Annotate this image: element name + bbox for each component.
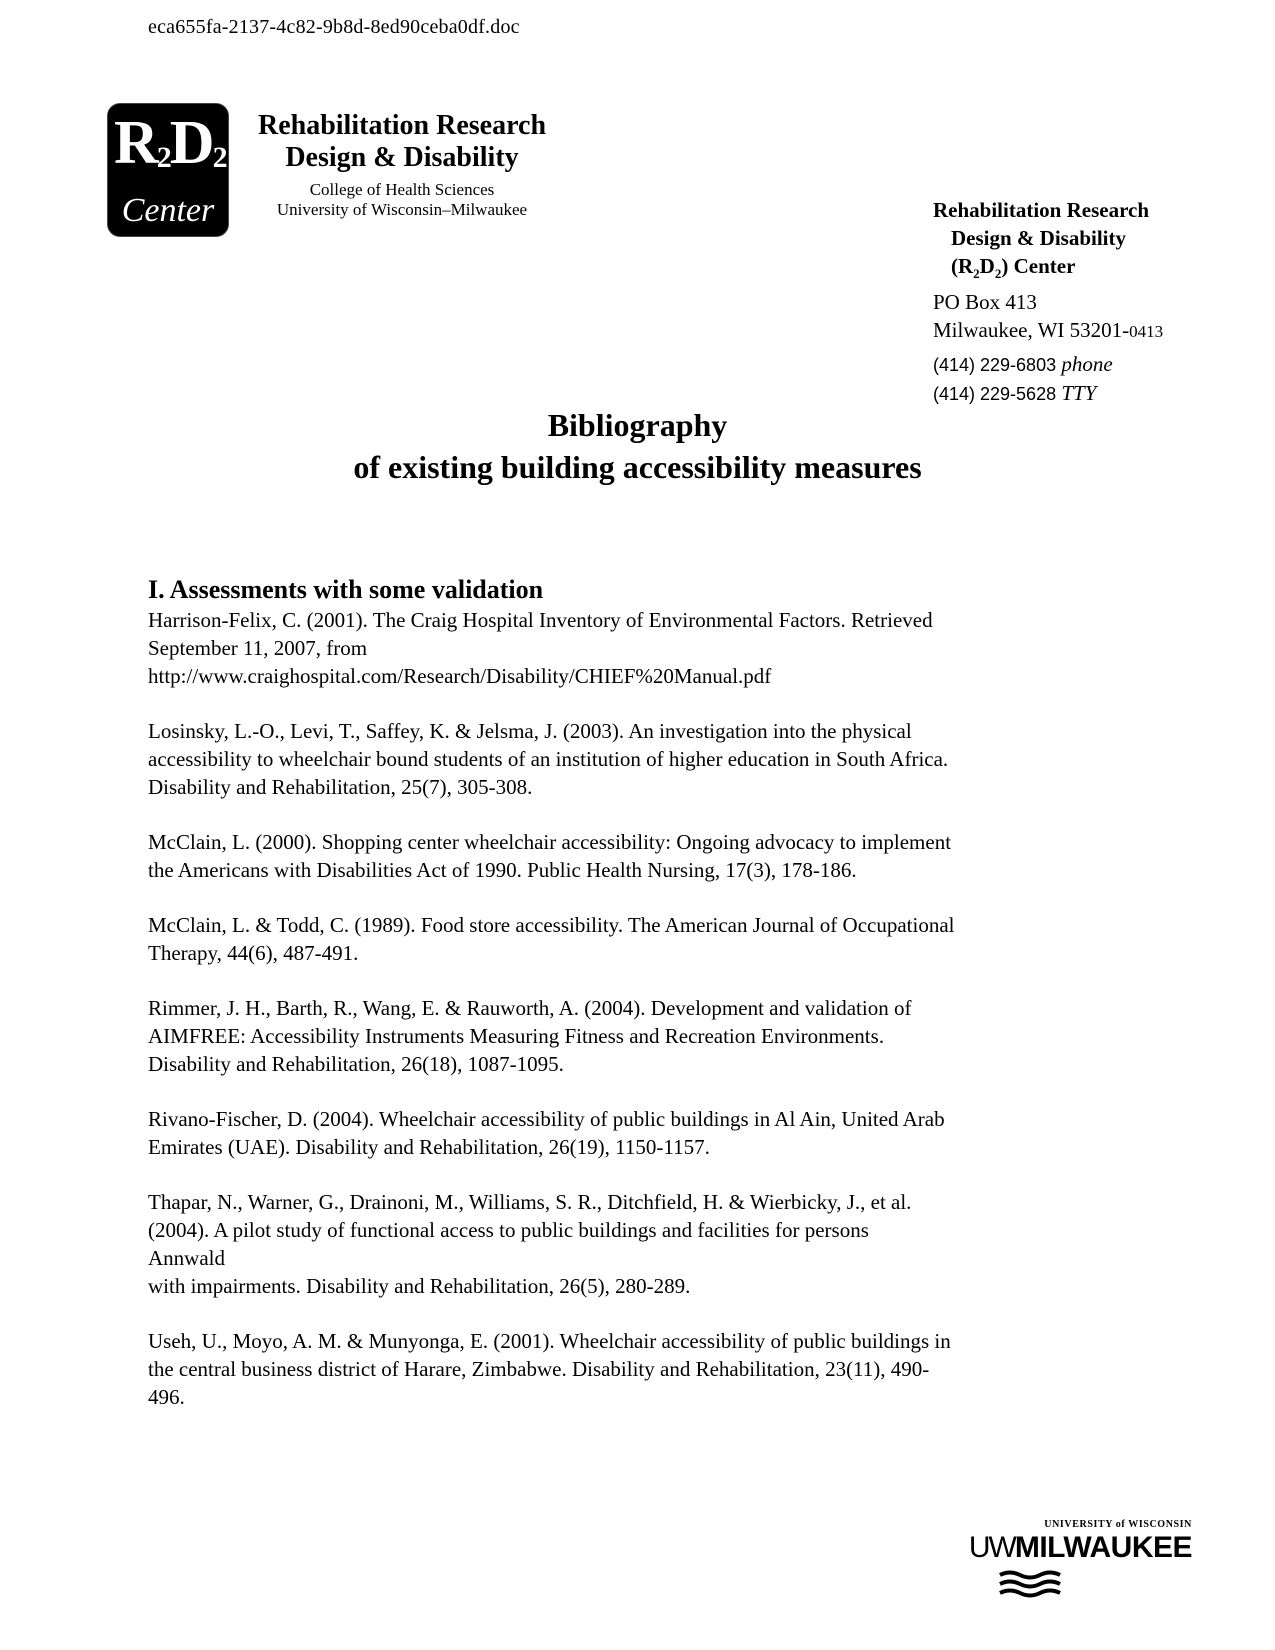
- logo-title-line1: Rehabilitation Research: [257, 110, 547, 141]
- address-org-line2: Design & Disability: [951, 226, 1127, 250]
- address-org-line3: $(R_2D_2)$ Center: [951, 254, 1076, 282]
- reference-entry: Rimmer, J. H., Barth, R., Wang, E. & Rauworth, A. (2004). Development and validation of AIMFREE: Accessibility Instruments Measuring Fitness and Recreation Environments. Disability and Rehabilitation, 26(18), 1087-1095.: [148, 996, 912, 1076]
- logo-university: University of Wisconsin–Milwaukee: [276, 200, 528, 219]
- logo-center-word: Center: [121, 192, 215, 229]
- address-city: Milwaukee, WI 53201-0413: [933, 318, 1164, 343]
- document-file-id: eca655fa-2137-4c82-9b8d-8ed90ceba0df.doc: [148, 16, 520, 38]
- uw-milwaukee-logo: [968, 1519, 1192, 1603]
- reference-entry: Useh, U., Moyo, A. M. & Munyonga, E. (2001). Wheelchair accessibility of public buildings in the central business district of Harare, Zimbabwe. Disability and Rehabilitation, 23(11), 490- 496.: [148, 1329, 951, 1409]
- uwm-university-line: UNIVERSITY of WISCONSIN: [1044, 1519, 1192, 1530]
- bibliography-section: [148, 574, 1128, 1438]
- section-heading: I. Assessments with some validation: [148, 575, 544, 604]
- uwm-waves-icon: [998, 1569, 1068, 1599]
- reference-entry: Losinsky, L.-O., Levi, T., Saffey, K. & Jelsma, J. (2003). An investigation into the physical accessibility to wheelchair bound students of an institution of higher education in South Africa. Disability and Rehabilitation, 25(7), 305-308.: [148, 719, 949, 799]
- reference-entry: Thapar, N., Warner, G., Drainoni, M., Williams, S. R., Ditchfield, H. & Wierbicky, J., et al. (2004). A pilot study of functional access to public buildings and facilities for persons Annwald with impairments. Disability and Rehabilitation, 26(5), 280-289.: [148, 1190, 912, 1298]
- logo-rd-mark: $R_2D_2$: [114, 109, 226, 177]
- reference-entry: McClain, L. (2000). Shopping center wheelchair accessibility: Ongoing advocacy to implement the Americans with Disabilities Act of 1990. Public Health Nursing, 17(3), 178-186.: [148, 830, 952, 882]
- address-phone: (414) 229-6803 phone: [933, 352, 1113, 377]
- reference-entry: Harrison-Felix, C. (2001). The Craig Hospital Inventory of Environmental Factors. Retrieved September 11, 2007, from http://www.craighospital.com/Research/Disability/CHIEF%20Manual.pdf: [148, 608, 933, 688]
- address-po-box: PO Box 413: [933, 290, 1037, 315]
- logo-text-block: [232, 110, 572, 220]
- r2d2-center-logo: [108, 104, 228, 236]
- title-line1: Bibliography: [547, 407, 728, 443]
- reference-list: [148, 606, 1128, 1411]
- reference-entry: Rivano-Fischer, D. (2004). Wheelchair accessibility of public buildings in Al Ain, United Arab Emirates (UAE). Disability and Rehabilitation, 26(19), 1150-1157.: [148, 1107, 945, 1159]
- logo-title-line2: Design & Disability: [285, 142, 519, 173]
- address-org-line1: Rehabilitation Research: [933, 198, 1150, 222]
- page-title: [0, 404, 1275, 488]
- logo-college: College of Health Sciences: [309, 180, 495, 199]
- reference-entry: McClain, L. & Todd, C. (1989). Food store accessibility. The American Journal of Occupational Therapy, 44(6), 487-491.: [148, 913, 955, 965]
- title-line2: of existing building accessibility measures: [353, 449, 922, 485]
- uwm-wordmark: UWMILWAUKEE: [968, 1531, 1192, 1564]
- address-block: [933, 196, 1163, 408]
- address-tty: (414) 229-5628 TTY: [933, 381, 1097, 406]
